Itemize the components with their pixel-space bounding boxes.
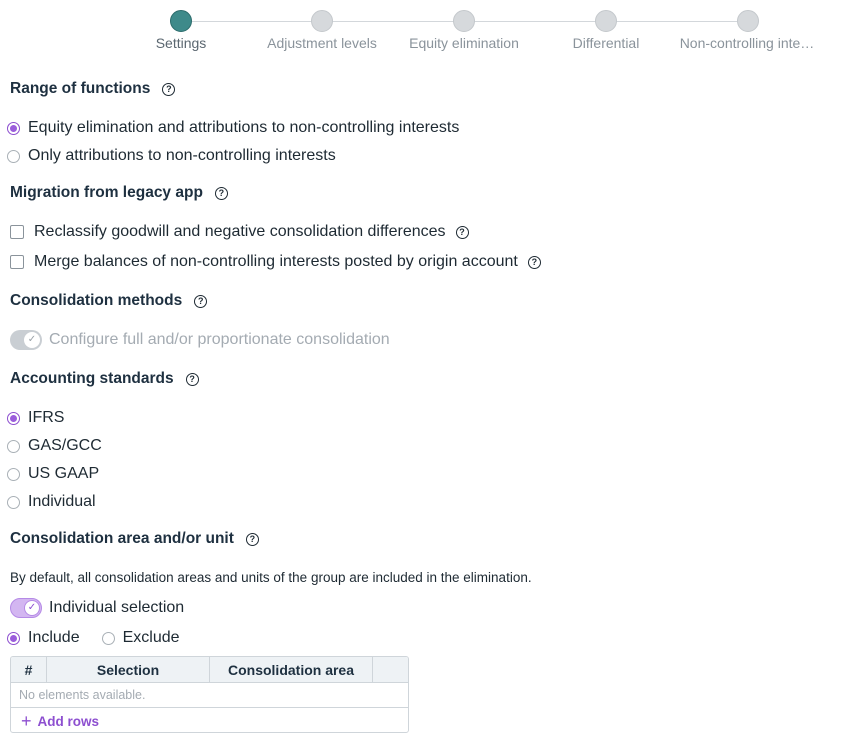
step-non-controlling-dot[interactable]: [737, 10, 759, 32]
range-of-functions-title: Range of functions: [10, 80, 151, 97]
radio-individual[interactable]: [7, 493, 96, 511]
radio-include-icon[interactable]: [7, 632, 20, 645]
help-icon[interactable]: ?: [215, 187, 228, 200]
toggle-individual-selection[interactable]: [10, 598, 184, 618]
radio-label: Only attributions to non-controlling interests: [28, 147, 336, 164]
add-rows-label: Add rows: [37, 713, 100, 729]
radio-exclude-label[interactable]: Exclude: [122, 629, 180, 646]
radio-icon[interactable]: [7, 468, 20, 481]
checkbox-icon[interactable]: [10, 255, 24, 269]
step-settings-dot[interactable]: [170, 10, 192, 32]
column-header-actions: [373, 657, 408, 682]
help-icon[interactable]: ?: [186, 373, 199, 386]
column-header-number[interactable]: #: [11, 657, 47, 682]
add-rows-button[interactable]: [11, 708, 408, 733]
accounting-standards-title: Accounting standards: [10, 370, 174, 387]
radio-label: GAS/GCC: [28, 437, 102, 454]
plus-icon: +: [21, 711, 32, 731]
radio-equity-elimination[interactable]: [7, 119, 459, 137]
checkbox-merge-balances[interactable]: [10, 253, 541, 271]
help-icon[interactable]: ?: [246, 533, 259, 546]
checkbox-reclassify-goodwill[interactable]: [10, 223, 469, 241]
radio-include-label[interactable]: Include: [28, 629, 80, 646]
radio-icon[interactable]: [7, 440, 20, 453]
step-settings-label[interactable]: Settings: [155, 35, 207, 51]
consolidation-area-title: Consolidation area and/or unit: [10, 530, 234, 547]
step-equity-elimination-label[interactable]: Equity elimination: [409, 35, 519, 51]
check-icon: ✓: [24, 600, 40, 616]
radio-label: IFRS: [28, 409, 65, 426]
table-empty-message: No elements available.: [11, 683, 408, 708]
consolidation-methods-title: Consolidation methods: [10, 292, 183, 309]
step-differential-label[interactable]: Differential: [572, 35, 640, 51]
toggle-label: Configure full and/or proportionate consolidation: [49, 331, 390, 348]
radio-selected-icon[interactable]: [7, 122, 20, 135]
check-icon: ✓: [24, 332, 40, 348]
toggle-label: Individual selection: [49, 599, 185, 616]
toggle-switch-disabled[interactable]: [10, 330, 42, 350]
checkbox-label: Reclassify goodwill and negative consolidation differences: [34, 223, 446, 240]
step-non-controlling-label[interactable]: Non-controlling inte…: [679, 35, 815, 51]
radio-label: Equity elimination and attributions to non-controlling interests: [28, 119, 460, 136]
step-adjustment-levels-dot[interactable]: [311, 10, 333, 32]
consolidation-methods-heading: [10, 292, 207, 310]
consolidation-area-table: [10, 656, 409, 733]
step-adjustment-levels-label[interactable]: Adjustment levels: [267, 35, 377, 51]
radio-icon[interactable]: [7, 150, 20, 163]
help-icon[interactable]: ?: [456, 226, 469, 239]
toggle-configure-consolidation[interactable]: [10, 330, 390, 350]
radio-label: US GAAP: [28, 465, 100, 482]
radio-only-attributions[interactable]: [7, 147, 336, 165]
column-header-consolidation-area[interactable]: Consolidation area: [210, 657, 373, 682]
table-header: [11, 657, 408, 683]
help-icon[interactable]: ?: [528, 256, 541, 269]
consolidation-area-description: By default, all consolidation areas and units of the group are included in the elimination.: [10, 570, 532, 585]
range-of-functions-heading: [10, 80, 175, 98]
toggle-switch-on[interactable]: [10, 598, 42, 618]
radio-ifrs[interactable]: [7, 409, 64, 427]
help-icon[interactable]: ?: [162, 83, 175, 96]
checkbox-icon[interactable]: [10, 225, 24, 239]
checkbox-label: Merge balances of non-controlling interests posted by origin account: [34, 253, 518, 270]
radio-gas-gcc[interactable]: [7, 437, 102, 455]
column-header-selection[interactable]: Selection: [47, 657, 210, 682]
migration-heading: [10, 184, 228, 202]
radio-label: Individual: [28, 493, 96, 510]
step-differential-dot[interactable]: [595, 10, 617, 32]
radio-icon[interactable]: [7, 496, 20, 509]
step-equity-elimination-dot[interactable]: [453, 10, 475, 32]
accounting-standards-heading: [10, 370, 199, 388]
radio-exclude-icon[interactable]: [102, 632, 115, 645]
radio-us-gaap[interactable]: [7, 465, 99, 483]
consolidation-area-heading: [10, 530, 259, 548]
radio-selected-icon[interactable]: [7, 412, 20, 425]
migration-title: Migration from legacy app: [10, 184, 203, 201]
help-icon[interactable]: ?: [194, 295, 207, 308]
include-exclude-group: [7, 629, 180, 647]
